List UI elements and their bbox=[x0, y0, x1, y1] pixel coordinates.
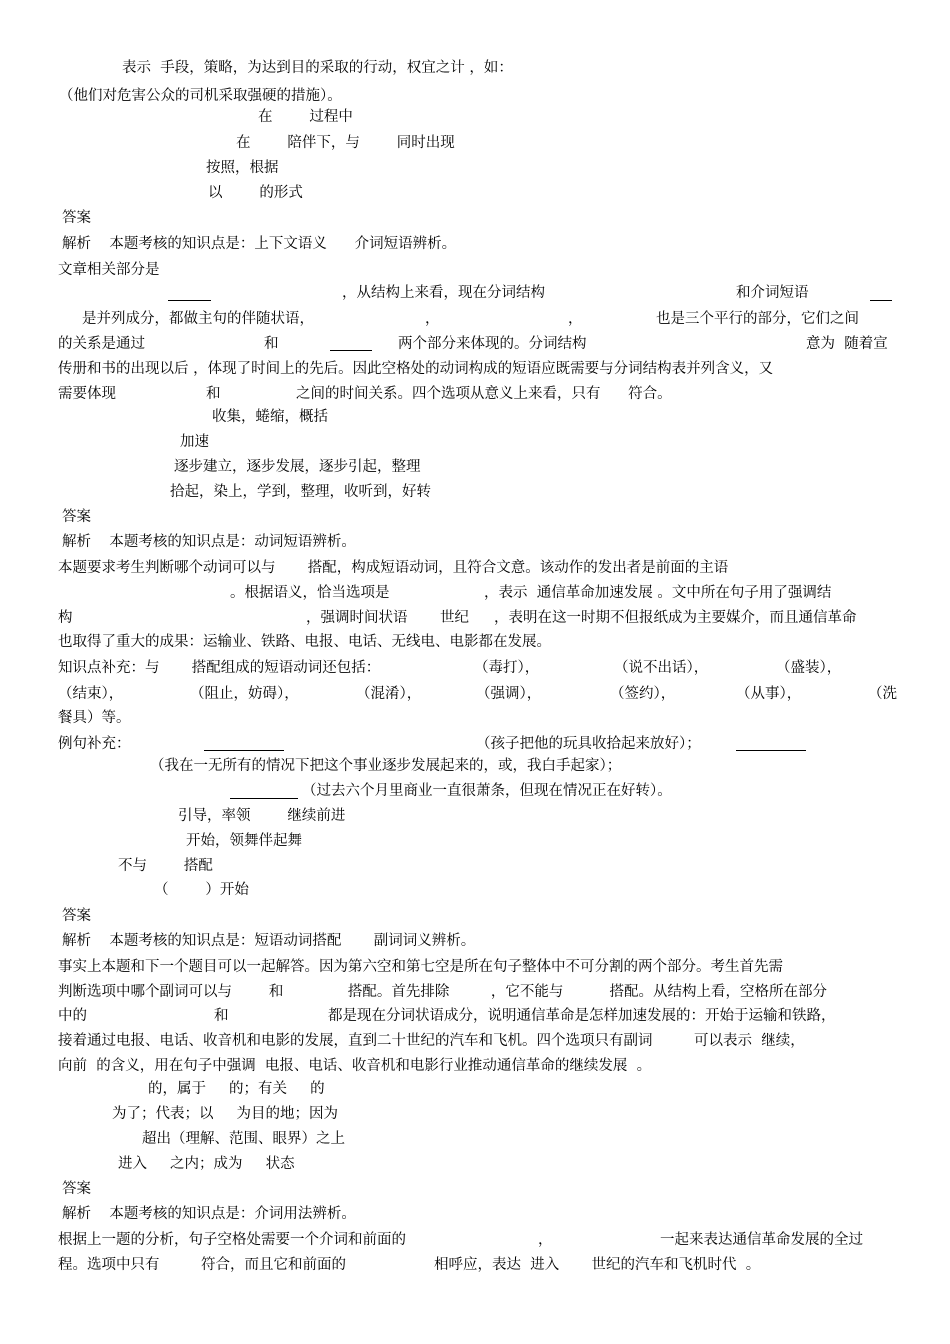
paragraph-line: 本题要求考生判断哪个动词可以与 搭配，构成短语动词，且符合文意。该动作的发出者是前面的主语 bbox=[58, 560, 729, 576]
option-a: 引导，率领 继续前进 bbox=[178, 808, 346, 824]
example-label: 例句补充： bbox=[58, 736, 131, 752]
supplement-fragment: （洗 bbox=[868, 686, 897, 702]
paragraph-fragment: 程。选项中只有 符合，而且它和前面的 bbox=[58, 1257, 346, 1273]
supplement-fragment: （从事）， bbox=[736, 686, 802, 702]
answer-label: 答案 bbox=[62, 509, 91, 525]
paragraph-fragment: 构 bbox=[58, 610, 73, 626]
paragraph-fragment: 和 bbox=[264, 336, 279, 352]
option-b: 开始，领舞伴起舞 bbox=[186, 833, 302, 849]
option-c: 超出（理解、范围、眼界）之上 bbox=[142, 1131, 345, 1147]
paragraph-fragment: ，表明在这一时期不但报纸成为主要媒介，而且通信革命 bbox=[494, 610, 857, 626]
analysis-line: 解析 本题考核的知识点是：上下文语义 介词短语辨析。 bbox=[62, 236, 457, 252]
supplement-fragment: （毒打）， bbox=[474, 660, 540, 676]
blank-underline bbox=[736, 750, 806, 751]
option-c: 不与 搭配 bbox=[118, 858, 213, 874]
paragraph-fragment: 根据上一题的分析，句子空格处需要一个介词和前面的 bbox=[58, 1232, 406, 1248]
paragraph-fragment: 意为 随着宣 bbox=[806, 336, 888, 352]
paragraph-fragment: 都是现在分词状语成分，说明通信革命是怎样加速发展的：开始于运输和铁路， bbox=[328, 1008, 836, 1024]
supplement-fragment: 知识点补充：与 搭配组成的短语动词还包括： bbox=[58, 660, 381, 676]
paragraph-fragment: ， bbox=[568, 311, 583, 327]
paragraph-fragment: ，强调时间状语 bbox=[306, 610, 408, 626]
paragraph-line: 传册和书的出现以后 ，体现了时间上的先后。因此空格处的动词构成的短语应既需要与分词结构表并列含义，又 bbox=[58, 361, 774, 377]
paragraph-line: 文章相关部分是 bbox=[58, 262, 160, 278]
paragraph-fragment: 世纪 bbox=[440, 610, 469, 626]
paragraph-fragment: 的关系是通过 bbox=[58, 336, 145, 352]
blank-underline bbox=[870, 300, 892, 301]
paragraph-line: 也取得了重大的成果：运输业、铁路、电报、电话、无线电、电影都在发展。 bbox=[58, 634, 551, 650]
paragraph-fragment: 之间的时间关系。四个选项从意义上来看，只有 符合。 bbox=[296, 386, 672, 402]
analysis-line: 解析 本题考核的知识点是：动词短语辨析。 bbox=[62, 534, 356, 550]
option-e: 以 的形式 bbox=[208, 185, 303, 201]
paragraph-line: 事实上本题和下一个题目可以一起解答。因为第六空和第七空是所在句子整体中不可分割的两个部分。考生首先需 bbox=[58, 959, 783, 975]
definition-line: 表示 手段，策略，为达到目的采取的行动，权宜之计 ，如： bbox=[122, 60, 513, 76]
option-d: 按照，根据 bbox=[206, 160, 279, 176]
answer-label: 答案 bbox=[62, 908, 91, 924]
option-b: 为了；代表；以 为目的地；因为 bbox=[112, 1106, 339, 1122]
supplement-fragment: （说不出话）， bbox=[614, 660, 709, 676]
analysis-line: 解析 本题考核的知识点是：介词用法辨析。 bbox=[62, 1206, 356, 1222]
paragraph-fragment: 和介词短语 bbox=[736, 285, 809, 301]
paragraph-fragment: 两个部分来体现的。分词结构 bbox=[398, 336, 587, 352]
supplement-fragment: （阻止，妨碍）， bbox=[190, 686, 299, 702]
paragraph-fragment: 。根据语义，恰当选项是 bbox=[230, 585, 390, 601]
option-c: 逐步建立，逐步发展，逐步引起，整理 bbox=[174, 459, 421, 475]
supplement-fragment: 餐具）等。 bbox=[58, 710, 131, 726]
paragraph-line: 向前 的含义，用在句子中强调 电报、电话、收音机和电影行业推动通信革命的继续发展 。 bbox=[58, 1058, 652, 1074]
paragraph-line: 判断选项中哪个副词可以与 和 搭配。首先排除 ，它不能与 搭配。从结构上看，空格所在部分 bbox=[58, 984, 827, 1000]
supplement-fragment: （混淆）， bbox=[356, 686, 422, 702]
supplement-fragment: （盛装）， bbox=[776, 660, 842, 676]
option-d: （ ）开始 bbox=[154, 882, 249, 898]
blank-underline bbox=[330, 350, 372, 351]
example-translation: （我在一无所有的情况下把这个事业逐步发展起来的，或，我白手起家）； bbox=[150, 758, 622, 774]
paragraph-fragment: 是并列成分，都做主句的伴随状语， bbox=[82, 311, 314, 327]
blank-underline bbox=[168, 300, 211, 301]
paragraph-line: 接着通过电报、电话、收音机和电影的发展，直到二十世纪的汽车和飞机。四个选项只有副词 可以表示 继续， bbox=[58, 1033, 805, 1049]
answer-label: 答案 bbox=[62, 210, 91, 226]
paragraph-fragment: ，从结构上来看，现在分词结构 bbox=[342, 285, 545, 301]
example-translation: （他们对危害公众的司机采取强硬的措施）。 bbox=[59, 88, 342, 104]
option-c: 在 陪伴下，与 同时出现 bbox=[236, 135, 455, 151]
paragraph-fragment: 一起来表达通信革命发展的全过 bbox=[660, 1232, 863, 1248]
paragraph-fragment: 中的 bbox=[58, 1008, 87, 1024]
option-b: 加速 bbox=[180, 434, 209, 450]
supplement-fragment: （结束）， bbox=[58, 686, 124, 702]
supplement-fragment: （强调）， bbox=[476, 686, 542, 702]
option-a: 收集，蜷缩，概括 bbox=[212, 409, 328, 425]
example-translation: （孩子把他的玩具收拾起来放好）； bbox=[476, 736, 701, 752]
option-b: 在 过程中 bbox=[258, 109, 353, 125]
paragraph-fragment: ， bbox=[425, 311, 440, 327]
option-d: 进入 之内；成为 状态 bbox=[118, 1156, 295, 1172]
paragraph-fragment: ， bbox=[538, 1232, 553, 1248]
paragraph-fragment: 和 bbox=[206, 386, 221, 402]
paragraph-fragment: 需要体现 bbox=[58, 386, 116, 402]
analysis-line: 解析 本题考核的知识点是：短语动词搭配 副词词义辨析。 bbox=[62, 933, 476, 949]
option-a: 的，属于 的；有关 的 bbox=[148, 1081, 325, 1097]
paragraph-fragment: ，表示 通信革命加速发展 。文中所在句子用了强调结 bbox=[484, 585, 832, 601]
paragraph-fragment: 相呼应，表达 进入 世纪的汽车和飞机时代 。 bbox=[434, 1257, 761, 1273]
supplement-fragment: （签约）， bbox=[610, 686, 676, 702]
paragraph-fragment: 和 bbox=[214, 1008, 229, 1024]
blank-underline bbox=[230, 798, 298, 799]
example-translation: （过去六个月里商业一直很萧条，但现在情况正在好转）。 bbox=[302, 783, 672, 799]
blank-underline bbox=[204, 750, 284, 751]
paragraph-fragment: 也是三个平行的部分，它们之间 bbox=[656, 311, 859, 327]
option-d: 拾起，染上，学到，整理，收听到，好转 bbox=[170, 484, 431, 500]
answer-label: 答案 bbox=[62, 1181, 91, 1197]
